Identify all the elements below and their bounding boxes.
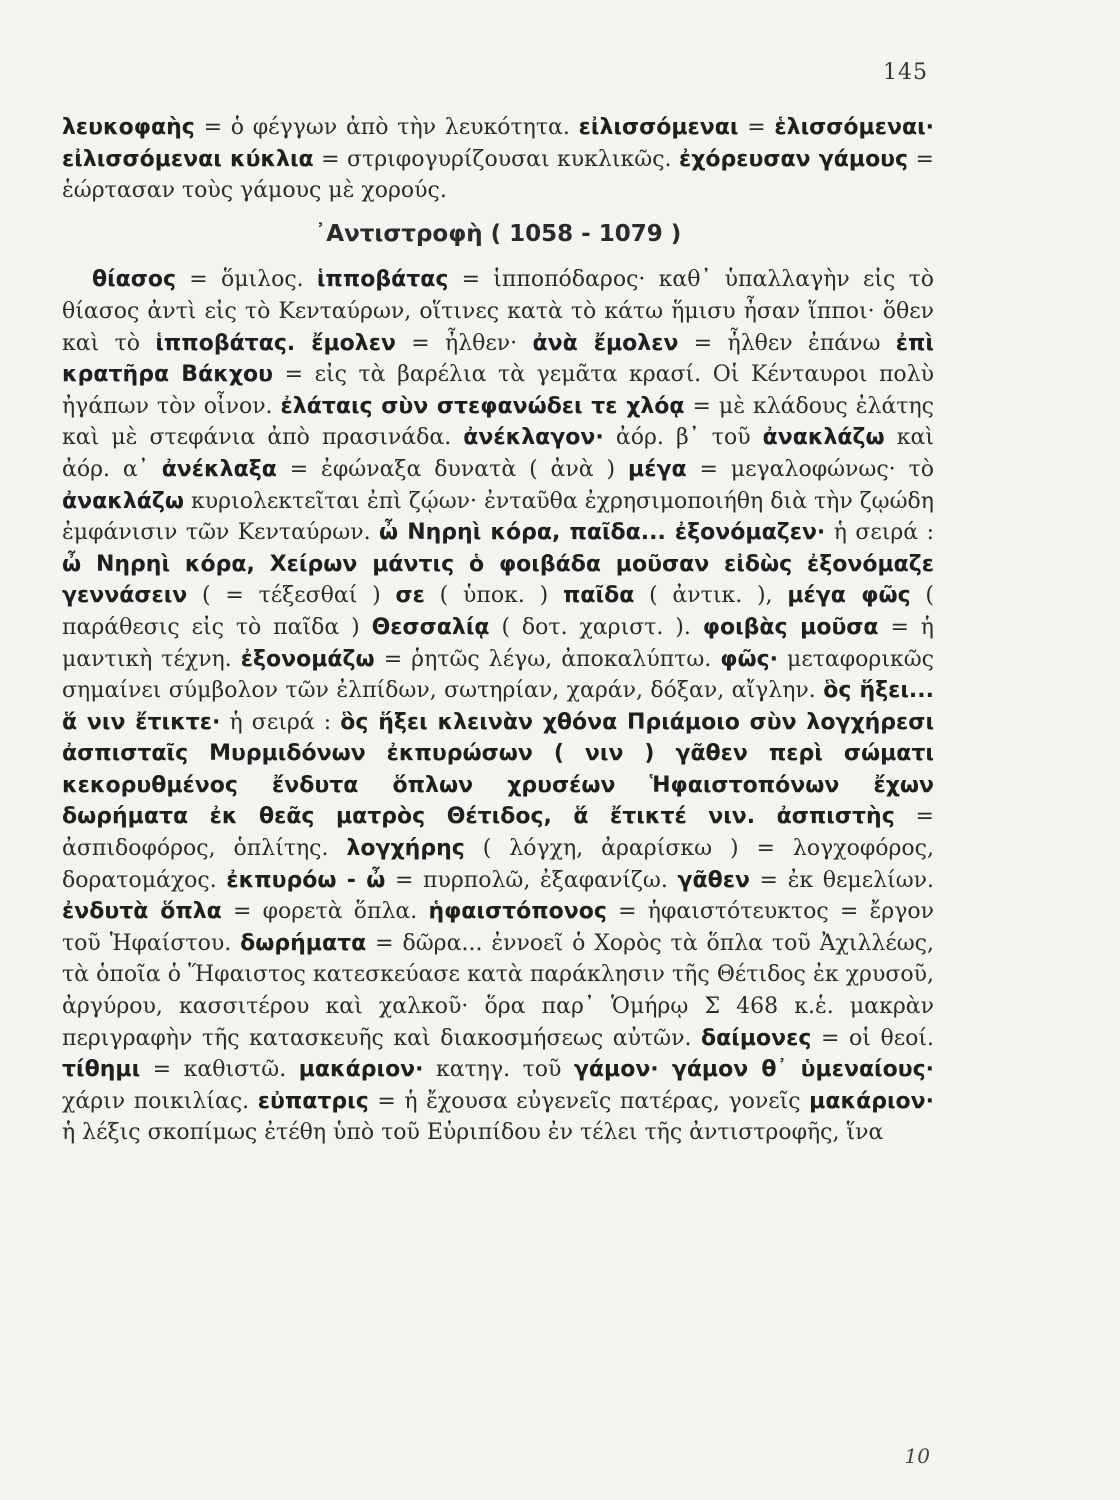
gloss-text: =: [738, 115, 775, 140]
lemma-text: τίθημι: [62, 1057, 141, 1083]
lemma-text: ἀνέκλαγον·: [463, 425, 604, 451]
lemma-text: μακάριον·: [298, 1057, 424, 1083]
gloss-text: ( λόγχη, ἀραρίσκω ) = λογχοφόρος, δορατομάχος.: [62, 836, 934, 893]
gloss-text: χάριν ποικιλίας.: [62, 1088, 258, 1114]
gloss-text: = ἡ μαντικὴ τέχνη.: [62, 614, 934, 672]
gloss-text: = φορετὰ ὅπλα.: [221, 899, 429, 925]
gloss-text: ἀόρ. β᾿ τοῦ: [603, 425, 763, 451]
gloss-text: καὶ ἀόρ. α᾿: [62, 425, 934, 482]
paragraph-2: [62, 264, 934, 1149]
lemma-text: ὦ Νηρηὶ κόρα, Χείρων μάντις ὁ φοιβάδα μοῦσαν εἰδὼς ἐξονόμαζε γεννάσειν: [62, 551, 934, 609]
lemma-text: ἐκπυρόω - ὦ: [226, 867, 386, 893]
section-heading: ᾿Αντιστροφὴ ( 1058 - 1079 ): [314, 220, 682, 247]
gloss-text: = ἀσπιδοφόρος, ὁπλίτης.: [62, 804, 934, 862]
lemma-text: ὃς ἥξει... ἅ νιν ἔτικτε·: [62, 678, 934, 735]
gloss-text: = ἦλθεν·: [395, 330, 533, 356]
lemma-text: ἡφαιστόπονος: [428, 899, 607, 925]
gloss-text: ἡ σειρά :: [220, 709, 341, 735]
lemma-text: μέγα φῶς: [787, 583, 911, 609]
gloss-text: = οἱ θεοί.: [811, 1025, 934, 1051]
lemma-text: ἀνέκλαξα: [161, 456, 277, 482]
gloss-text: = ἡφαιστότευκτος = ἔργον τοῦ Ἡφαίστου.: [62, 899, 934, 956]
gloss-text: = πυρπολῶ, ἐξαφανίζω.: [385, 867, 678, 893]
gloss-text: κατηγ. τοῦ: [423, 1057, 574, 1083]
lemma-text: ἑλισσόμεναι· εἰλισσόμεναι κύκλια: [62, 115, 934, 172]
gloss-text: = ἦλθεν ἐπάνω: [678, 330, 896, 356]
lemma-text: ἐνδυτὰ ὅπλα: [62, 899, 222, 925]
lemma-text: ἐξονομάζω: [240, 646, 375, 672]
lemma-text: ὦ Νηρηὶ κόρα, παῖδα... ἐξονόμαζεν·: [379, 520, 826, 546]
lemma-text: λογχήρης: [346, 836, 465, 862]
gloss-text: = ῥητῶς λέγω, ἀποκαλύπτω.: [374, 646, 721, 672]
lemma-text: ἱπποβάτας: [316, 267, 449, 293]
page-number: 145: [883, 60, 928, 85]
lemma-text: δαίμονες: [701, 1025, 812, 1051]
gloss-text: = ὅμιλος.: [176, 267, 317, 293]
lemma-text: δωρήματα: [240, 930, 367, 956]
lemma-text: ἐλάταις σὺν στεφανώδει τε χλόᾳ: [280, 393, 685, 419]
body-text: [62, 112, 934, 1149]
gloss-text: = μεγαλοφώνως· τὸ: [686, 456, 934, 482]
lemma-text: ἀνακλάζω: [62, 488, 184, 514]
gloss-text: = εἰς τὰ βαρέλια τὰ γεμᾶτα κρασί. Οἱ Κένταυροι πολὺ ἠγάπων τὸν οἶνον.: [62, 362, 934, 419]
lemma-text: σε: [395, 583, 425, 609]
gloss-text: ἡ σειρά :: [825, 520, 934, 546]
lemma-text: ἀνὰ ἔμολεν: [532, 330, 679, 356]
lemma-text: ἱπποβάτας. ἔμολεν: [155, 330, 396, 356]
gloss-text: = στριφογυρίζουσαι κυκλικῶς.: [313, 146, 679, 172]
gloss-text: = ἱπποπόδαρος· καθ᾿ ὑπαλλαγὴν εἰς τὸ θίασος ἀντὶ εἰς τὸ Κενταύρων, οἵτινες κατὰ τὸ κάτω ἥμισυ ἦσαν ἵπποι· ὅθεν καὶ τὸ: [62, 267, 934, 356]
gloss-text: ( ἀντικ. ),: [634, 583, 788, 609]
gloss-text: = μὲ κλάδους ἐλάτης καὶ μὲ στεφάνια ἀπὸ πρασινάδα.: [62, 393, 934, 451]
paragraph-1: [62, 112, 934, 207]
gloss-text: κυριολεκτεῖται ἐπὶ ζῴων· ἐνταῦθα ἐχρησιμοποιήθη διὰ τὴν ζῳώδη ἐμφάνισιν τῶν Κενταύρων.: [62, 488, 934, 546]
lemma-text: θίασος: [92, 267, 177, 293]
lemma-text: Θεσσαλίᾳ: [371, 614, 490, 640]
lemma-text: ἀνακλάζω: [762, 425, 885, 451]
gloss-text: = ἐκ θεμελίων.: [749, 867, 934, 893]
gloss-text: = δῶρα... ἐννοεῖ ὁ Χορὸς τὰ ὅπλα τοῦ Ἀχιλλέως, τὰ ὁποῖα ὁ Ἥφαιστος κατεσκεύασε κατὰ παράκλησιν τῆς Θέτιδος ἐκ χρυσοῦ, ἀργύρου, κασσιτέρου καὶ χαλκοῦ· ὅρα παρ᾿ Ὁμήρῳ Σ 468 κ.ἑ. μακρὰν περιγραφὴν τῆς κατασκευῆς καὶ διακοσμήσεως αὐτῶν.: [62, 930, 934, 1051]
gloss-text: = ὁ φέγγων ἀπὸ τὴν λευκότητα.: [194, 115, 579, 140]
gloss-text: μεταφορικῶς σημαίνει σύμβολον τῶν ἐλπίδων, σωτηρίαν, χαράν, δόξαν, αἴγλην.: [62, 646, 934, 704]
gloss-text: = ἡ ἔχουσα εὐγενεῖς πατέρας, γονεῖς: [368, 1088, 810, 1114]
gloss-text: ( δοτ. χαριστ. ).: [489, 614, 703, 640]
lemma-text: ἐχόρευσαν γάμους: [679, 146, 909, 172]
lemma-text: παῖδα: [562, 583, 635, 609]
lemma-text: γάμον· γάμον θ᾿ ὑμεναίους·: [573, 1057, 934, 1083]
gloss-text: ( ὑποκ. ): [424, 583, 563, 609]
lemma-text: λευκοφαὴς: [62, 115, 195, 140]
gloss-text: = ἑώρτασαν τοὺς γάμους μὲ χορούς.: [62, 146, 934, 204]
lemma-text: εἰλισσόμεναι: [578, 115, 739, 140]
lemma-text: μακάριον·: [809, 1088, 934, 1114]
lemma-text: ὃς ἥξει κλεινὰν χθόνα Πριάμοιο σὺν λογχήρεσι ἀσπισταῖς Μυρμιδόνων ἐκπυρώσων ( νιν ) γᾶθεν περὶ σώματι κεκορυθμένος ἔνδυτα ὅπλων χρυσέων Ἡφαιστοπόνων ἔχων δωρήματα ἐκ θεᾶς ματρὸς Θέτιδος, ἅ ἔτικτέ νιν. ἀσπιστὴς: [62, 709, 935, 830]
lemma-text: ἐπὶ κρατῆρα Βάκχου: [62, 330, 935, 388]
lemma-text: φῶς·: [720, 646, 779, 672]
lemma-text: γᾶθεν: [677, 867, 750, 893]
lemma-text: μέγα: [628, 456, 687, 482]
signature-mark: 10: [904, 1444, 930, 1468]
gloss-text: = ἐφώναξα δυνατὰ ( ἀνὰ ): [276, 456, 629, 482]
gloss-text: ( παράθεσις εἰς τὸ παῖδα ): [62, 583, 935, 640]
lemma-text: εὐπατρις: [257, 1088, 369, 1114]
gloss-text: ἡ λέξις σκοπίμως ἐτέθη ὑπὸ τοῦ Εὐριπίδου ἐν τέλει τῆς ἀντιστροφῆς, ἵνα: [62, 1120, 884, 1146]
gloss-text: = καθιστῶ.: [140, 1057, 299, 1083]
lemma-text: φοιβὰς μοῦσα: [702, 614, 879, 640]
gloss-text: ( = τέξεσθαί ): [187, 583, 396, 609]
